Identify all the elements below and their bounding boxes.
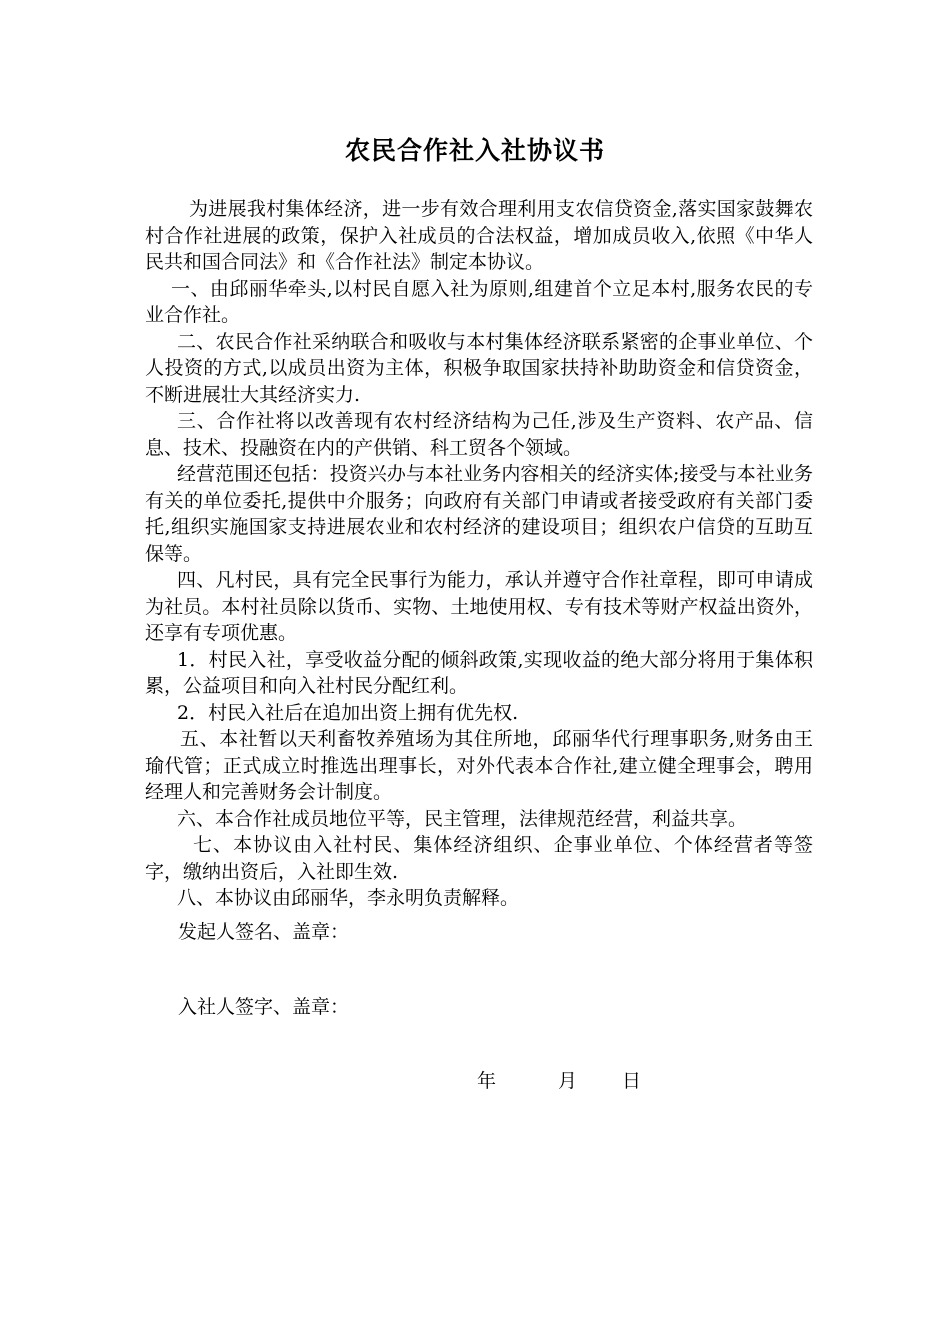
date-year: 年 <box>477 1070 497 1092</box>
clause-4-item-2: 2．村民入社后在追加出资上拥有优先权. <box>177 701 519 724</box>
clause-3: 三、合作社将以改善现有农村经济结构为己任,涉及生产资料、农产品、信息、技术、投融资在内的产供销、科工贸各个领域。 <box>145 410 813 459</box>
clause-4-item-1: 1．村民入社，享受收益分配的倾斜政策,实现收益的绝大部分将用于集体积累，公益项目和向入社村民分配红利。 <box>145 648 813 697</box>
document-body <box>145 196 813 912</box>
date-month: 月 <box>558 1070 578 1092</box>
clause-1: 一、由邱丽华牵头,以村民自愿入社为原则,组建首个立足本村,服务农民的专业合作社。 <box>145 277 813 326</box>
clause-7: 七、本协议由入社村民、集体经济组织、企事业单位、个体经营者等签字，缴纳出资后，入社即生效. <box>145 834 813 883</box>
clause-8: 八、本协议由邱丽华，李永明负责解释。 <box>177 887 520 909</box>
clause-2: 二、农民合作社采纳联合和吸收与本村集体经济联系紧密的企事业单位、个人投资的方式,以成员出资为主体，积极争取国家扶持补助助资金和信贷资金，不断进展壮大其经济实力. <box>145 330 813 406</box>
member-signature-label: 入社人签字、盖章： <box>178 996 350 1018</box>
date-line <box>477 1068 641 1095</box>
clause-6: 六、本合作社成员地位平等，民主管理，法律规范经营，利益共享。 <box>177 807 748 830</box>
initiator-signature-label: 发起人签名、盖章： <box>178 921 350 943</box>
intro-paragraph: 为进展我村集体经济，进一步有效合理利用支农信贷资金,落实国家鼓舞农村合作社进展的政策，保护入社成员的合法权益，增加成员收入,依照《中华人民共和国合同法》和《合作社法》制定本协议。 <box>145 198 813 273</box>
clause-4: 四、凡村民，具有完全民事行为能力，承认并遵守合作社章程，即可申请成为社员。本村社员除以货币、实物、土地使用权、专有技术等财产权益出资外，还享有专项优惠。 <box>145 569 813 644</box>
clause-5: 五、本社暂以天利畜牧养殖场为其住所地，邱丽华代行理事职务,财务由王瑜代管；正式成立时推选出理事长，对外代表本合作社,建立健全理事会，聘用经理人和完善财务会计制度。 <box>145 728 813 803</box>
business-scope-paragraph: 经营范围还包括：投资兴办与本社业务内容相关的经济实体;接受与本社业务有关的单位委托,提供中介服务；向政府有关部门申请或者接受政府有关部门委托,组织实施国家支持进展农业和农村经济的建设项目；组织农户信贷的互助互保等。 <box>145 463 813 565</box>
document-title: 农民合作社入社协议书 <box>344 136 605 165</box>
date-day: 日 <box>622 1070 642 1092</box>
